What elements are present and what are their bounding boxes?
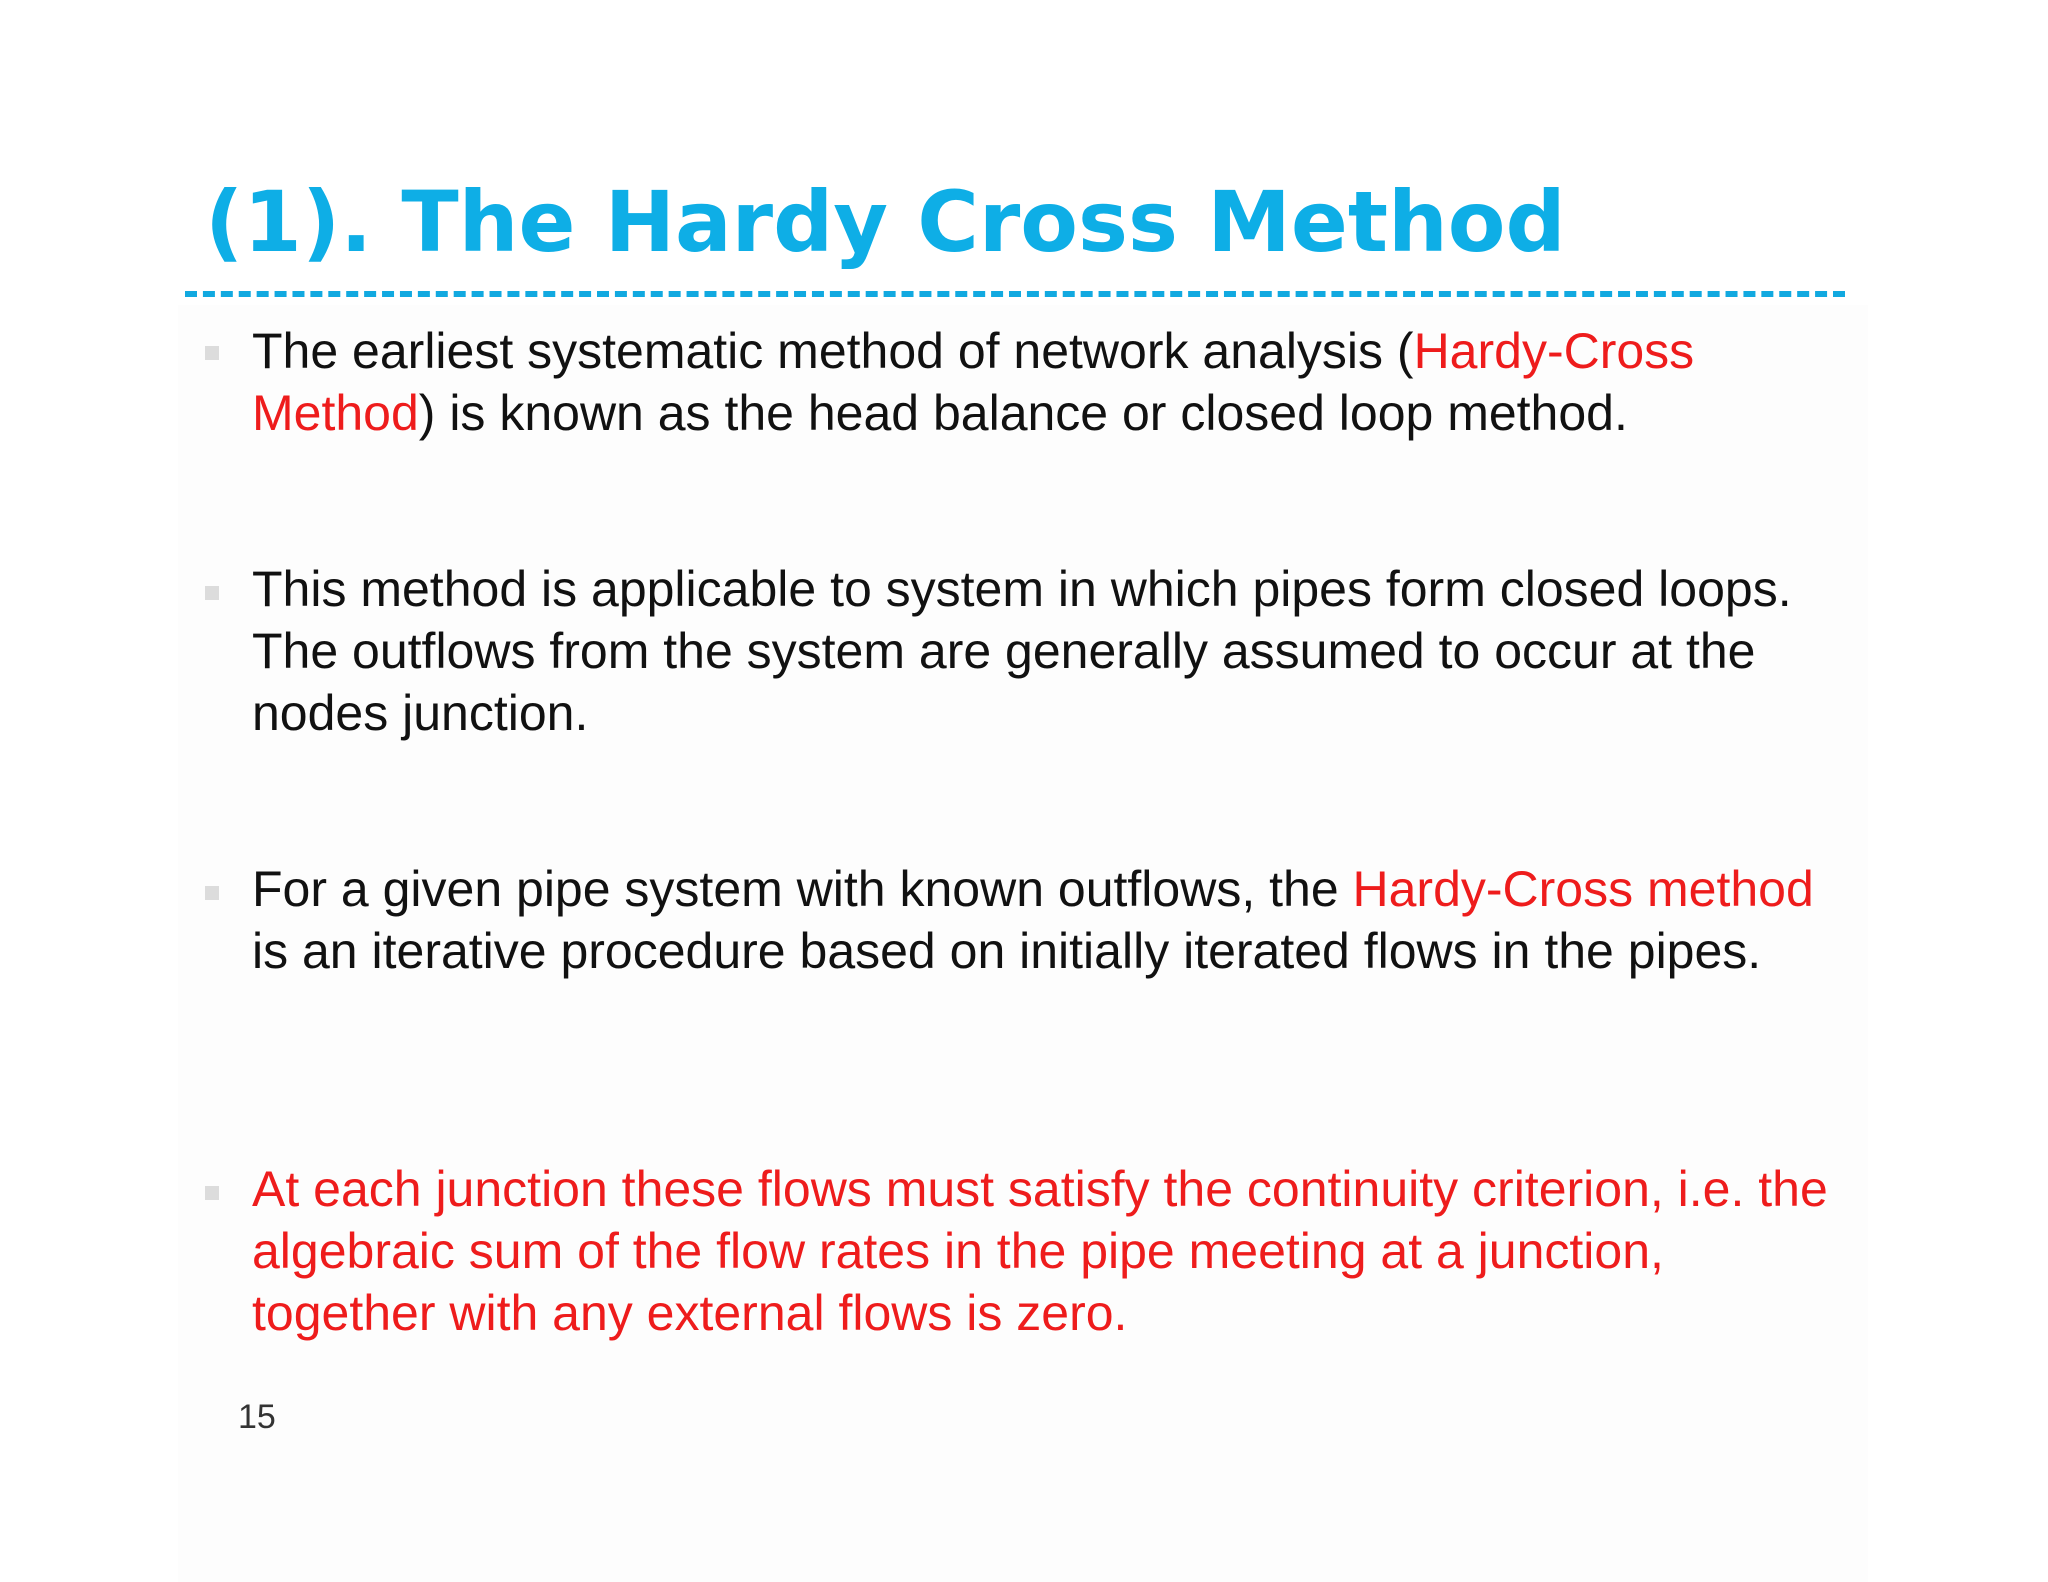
bullet-text-3	[252, 858, 1852, 982]
title-divider	[185, 291, 1845, 297]
bullet-3-highlight: Hardy-Cross method	[1352, 861, 1814, 917]
bullet-3-text-end: is an iterative procedure based on initially iterated flows in the pipes.	[252, 923, 1762, 979]
bullet-marker-icon	[205, 586, 219, 600]
slide-title: (1). The Hardy Cross Method	[205, 173, 1566, 271]
bullet-marker-icon	[205, 886, 219, 900]
bullet-1-text-start: The earliest systematic method of network analysis (	[252, 323, 1414, 379]
bullet-4-highlight: At each junction these flows must satisfy the continuity criterion, i.e. the algebraic sum of the flow rates in the pipe meeting at a junction, together with any external flows is zero.	[252, 1161, 1828, 1341]
bullet-1-highlight: Hardy-Cross Method	[252, 323, 1695, 441]
bullet-3-text-start: For a given pipe system with known outflows, the	[252, 861, 1353, 917]
bullet-marker-icon	[205, 1186, 219, 1200]
bullet-text-4	[252, 1158, 1852, 1344]
page-number: 15	[238, 1398, 276, 1436]
bullet-marker-icon	[205, 346, 219, 360]
bullet-1-text-end: ) is known as the head balance or closed loop method.	[418, 385, 1628, 441]
bullet-text-2: This method is applicable to system in which pipes form closed loops. The outflows from the system are generally assumed to occur at the nodes junction.	[252, 561, 1792, 741]
bullet-text-1	[252, 320, 1852, 444]
